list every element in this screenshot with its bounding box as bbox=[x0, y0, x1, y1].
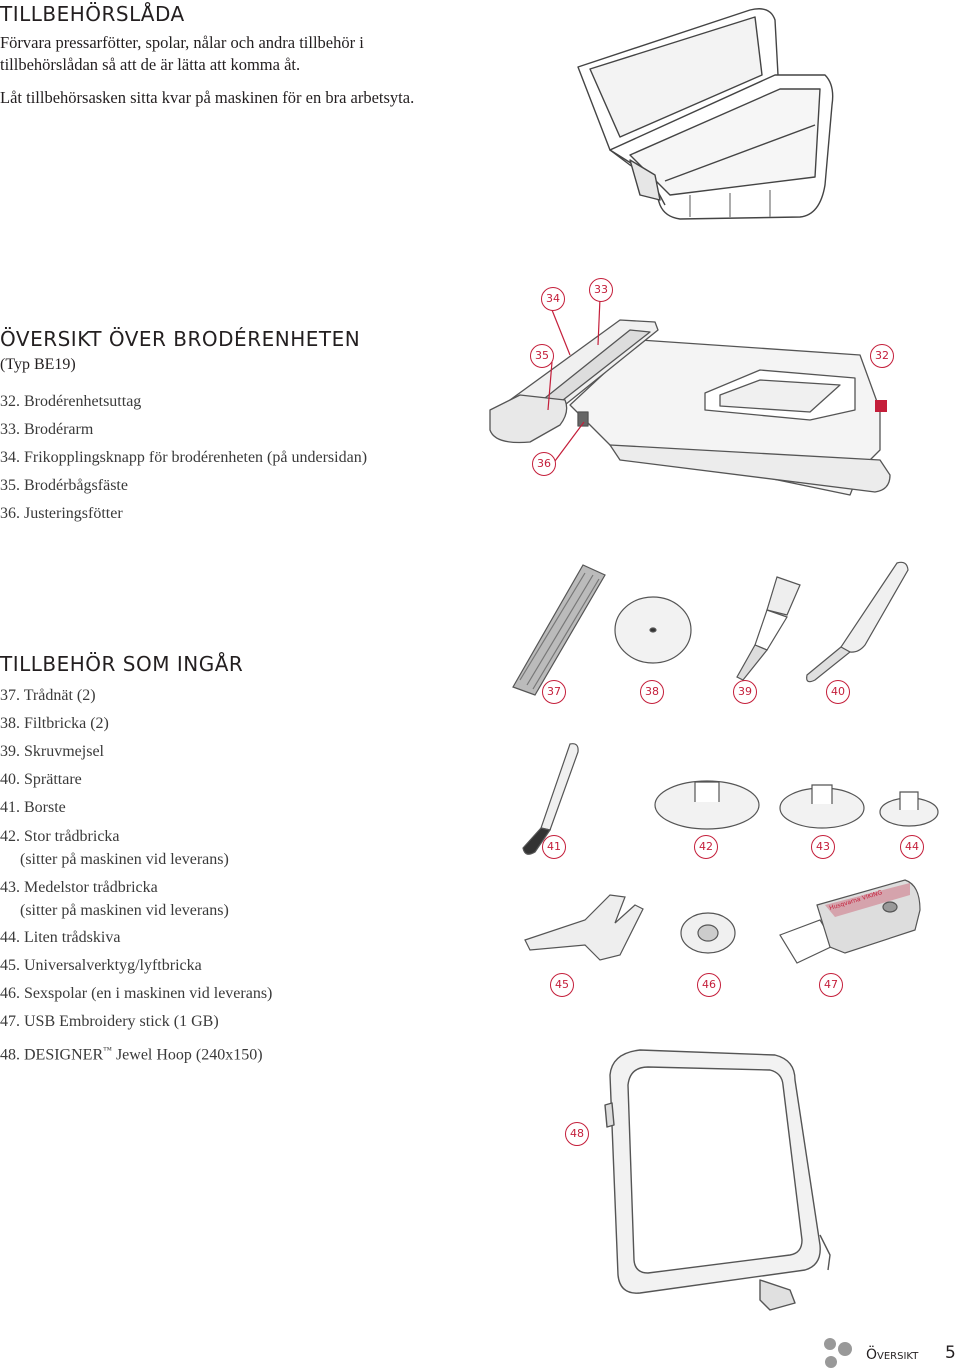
item-note: (sitter på maskinen vid leverans) bbox=[20, 851, 229, 868]
callout-34: 34 bbox=[541, 287, 565, 311]
trademark: ™ bbox=[103, 1045, 112, 1055]
accessories-row2-illustration bbox=[505, 740, 945, 860]
list-item: 38. Filtbricka (2) bbox=[0, 715, 109, 732]
list-item: 34. Frikopplingsknapp för brodérenheten (på undersidan) bbox=[0, 449, 368, 466]
accessories-row1-illustration bbox=[505, 555, 945, 695]
callout-48: 48 bbox=[565, 1122, 589, 1146]
list-item: 41. Borste bbox=[0, 799, 66, 816]
item-label: 42. Stor trådbricka bbox=[0, 828, 120, 845]
callout-41: 41 bbox=[542, 835, 566, 859]
list-item: 46. Sexspolar (en i maskinen vid leverans) bbox=[0, 985, 273, 1002]
callout-44: 44 bbox=[900, 835, 924, 859]
callout-38: 38 bbox=[640, 680, 664, 704]
list-item: 32. Brodérenhetsuttag bbox=[0, 393, 142, 410]
embroidery-unit-parts-list bbox=[0, 388, 367, 528]
callout-32: 32 bbox=[870, 344, 894, 368]
footer-section-label: Översikt bbox=[866, 1347, 919, 1363]
embroidery-hoop-illustration bbox=[590, 1045, 850, 1315]
section-title-embroidery-unit: ÖVERSIKT ÖVER BRODÉRENHETEN bbox=[0, 327, 361, 351]
section-title-accessory-box: TILLBEHÖRSLÅDA bbox=[0, 2, 185, 26]
list-item: 44. Liten trådskiva bbox=[0, 929, 121, 946]
callout-33: 33 bbox=[589, 278, 613, 302]
accessory-box-tip: Låt tillbehörsasken sitta kvar på maskinen för en bra arbetsyta. bbox=[0, 88, 415, 107]
page-number: 5 bbox=[945, 1343, 956, 1363]
item-label: 43. Medelstor trådbricka bbox=[0, 879, 158, 896]
list-item: 47. USB Embroidery stick (1 GB) bbox=[0, 1013, 219, 1030]
callout-46: 46 bbox=[697, 973, 721, 997]
accessory-box-description: Förvara pressarfötter, spolar, nålar och andra tillbehör i tillbehörslådan så att de är lätta att komma åt. bbox=[0, 33, 364, 74]
list-item: 39. Skruvmejsel bbox=[0, 743, 104, 760]
list-item: 40. Sprättare bbox=[0, 771, 82, 788]
list-item bbox=[0, 871, 272, 922]
callout-37: 37 bbox=[542, 680, 566, 704]
accessory-box-illustration bbox=[570, 5, 845, 220]
callout-35: 35 bbox=[530, 344, 554, 368]
list-item: 45. Universalverktyg/lyftbricka bbox=[0, 957, 202, 974]
item-label-cont: Jewel Hoop (240x150) bbox=[115, 1046, 263, 1064]
callout-40: 40 bbox=[826, 680, 850, 704]
accessories-row3-illustration bbox=[515, 875, 935, 975]
embroidery-unit-type: (Typ BE19) bbox=[0, 356, 76, 373]
section-title-included-accessories: TILLBEHÖR SOM INGÅR bbox=[0, 652, 244, 676]
callout-36: 36 bbox=[532, 452, 556, 476]
callout-45: 45 bbox=[550, 973, 574, 997]
list-item: 37. Trådnät (2) bbox=[0, 687, 96, 704]
callout-39: 39 bbox=[733, 680, 757, 704]
included-accessories-list bbox=[0, 682, 272, 1069]
item-label: 48. DESIGNER bbox=[0, 1046, 104, 1064]
list-item: 33. Brodérarm bbox=[0, 421, 94, 438]
list-item: 35. Brodérbågsfäste bbox=[0, 477, 128, 494]
logo-dots-icon bbox=[820, 1335, 860, 1369]
list-item bbox=[0, 822, 272, 871]
list-item bbox=[0, 1036, 272, 1069]
list-item: 36. Justeringsfötter bbox=[0, 505, 123, 522]
callout-47: 47 bbox=[819, 973, 843, 997]
callout-42: 42 bbox=[694, 835, 718, 859]
usb-brand-label: Husqvarna VIKING bbox=[828, 889, 884, 912]
item-note: (sitter på maskinen vid leverans) bbox=[20, 902, 229, 919]
callout-43: 43 bbox=[811, 835, 835, 859]
